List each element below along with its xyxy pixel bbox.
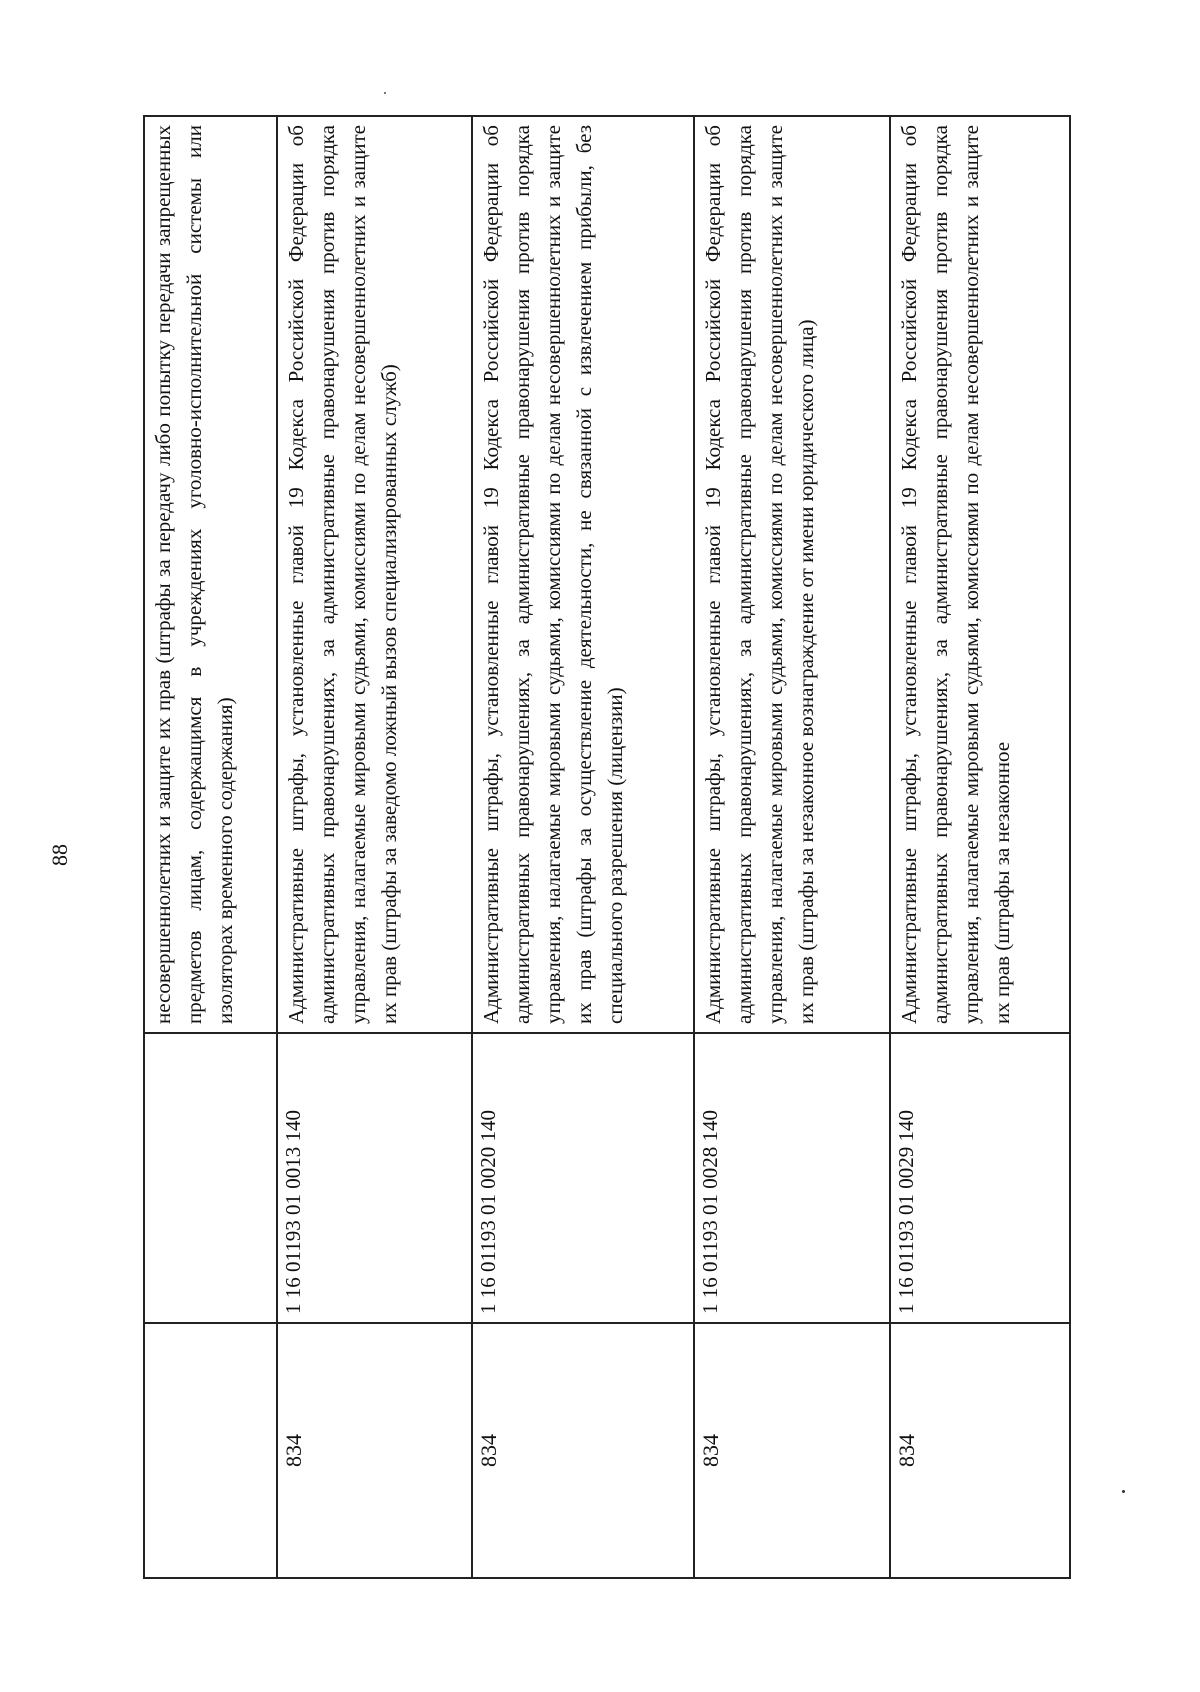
- income-description-cell: несовершеннолетних и защите их прав (штрафы за передачу либо попытку передачи запрещенных предметов лицам, содержащимся в учреждениях уголовно-исполнительной системы или изоляторах временного содержания): [144, 116, 277, 1033]
- budget-classification-code-cell: 1 16 01193 01 0013 140: [277, 1033, 472, 1323]
- admin-code-cell: 834: [277, 1323, 472, 1578]
- admin-code-cell: 834: [890, 1323, 1070, 1578]
- income-description-cell: Административные штрафы, установленные главой 19 Кодекса Российской Федерации об административных правонарушениях, за административные правонарушения против порядка управления, налагаемые мировыми судьями, комиссиями по делам несовершеннолетних и защите их прав (штрафы за незаконное вознаграждение от имени юридического лица): [694, 116, 890, 1033]
- admin-code-cell: [144, 1323, 277, 1578]
- table-row: [694, 116, 890, 1578]
- income-description-cell: Административные штрафы, установленные главой 19 Кодекса Российской Федерации об административных правонарушениях, за административные правонарушения против порядка управления, налагаемые мировыми судьями, комиссиями по делам несовершеннолетних и защите их прав (штрафы за осуществление деятельности, не связанной с извлечением прибыли, без специального разрешения (лицензии): [472, 116, 694, 1033]
- budget-classification-code-cell: 1 16 01193 01 0029 140: [890, 1033, 1070, 1323]
- table-row: [277, 116, 472, 1578]
- budget-classification-code-cell: 1 16 01193 01 0020 140: [472, 1033, 694, 1323]
- scan-speck: [384, 92, 386, 94]
- table-row: [144, 116, 277, 1578]
- scan-speck: [1122, 1490, 1125, 1493]
- rotated-table-wrapper: [143, 117, 1069, 1579]
- budget-codes-table: [143, 115, 1071, 1579]
- page-number: 88: [47, 844, 72, 866]
- budget-classification-code-cell: 1 16 01193 01 0028 140: [694, 1033, 890, 1323]
- admin-code-cell: 834: [472, 1323, 694, 1578]
- admin-code-cell: 834: [694, 1323, 890, 1578]
- income-description-cell: Административные штрафы, установленные главой 19 Кодекса Российской Федерации об административных правонарушениях, за административные правонарушения против порядка управления, налагаемые мировыми судьями, комиссиями по делам несовершеннолетних и защите их прав (штрафы за заведомо ложный вызов специализированных служб): [277, 116, 472, 1033]
- table-row: [890, 116, 1070, 1578]
- income-description-cell: Административные штрафы, установленные главой 19 Кодекса Российской Федерации об административных правонарушениях, за административные правонарушения против порядка управления, налагаемые мировыми судьями, комиссиями по делам несовершеннолетних и защите их прав (штрафы за незаконное: [890, 116, 1070, 1033]
- table-row: [472, 116, 694, 1578]
- budget-classification-code-cell: [144, 1033, 277, 1323]
